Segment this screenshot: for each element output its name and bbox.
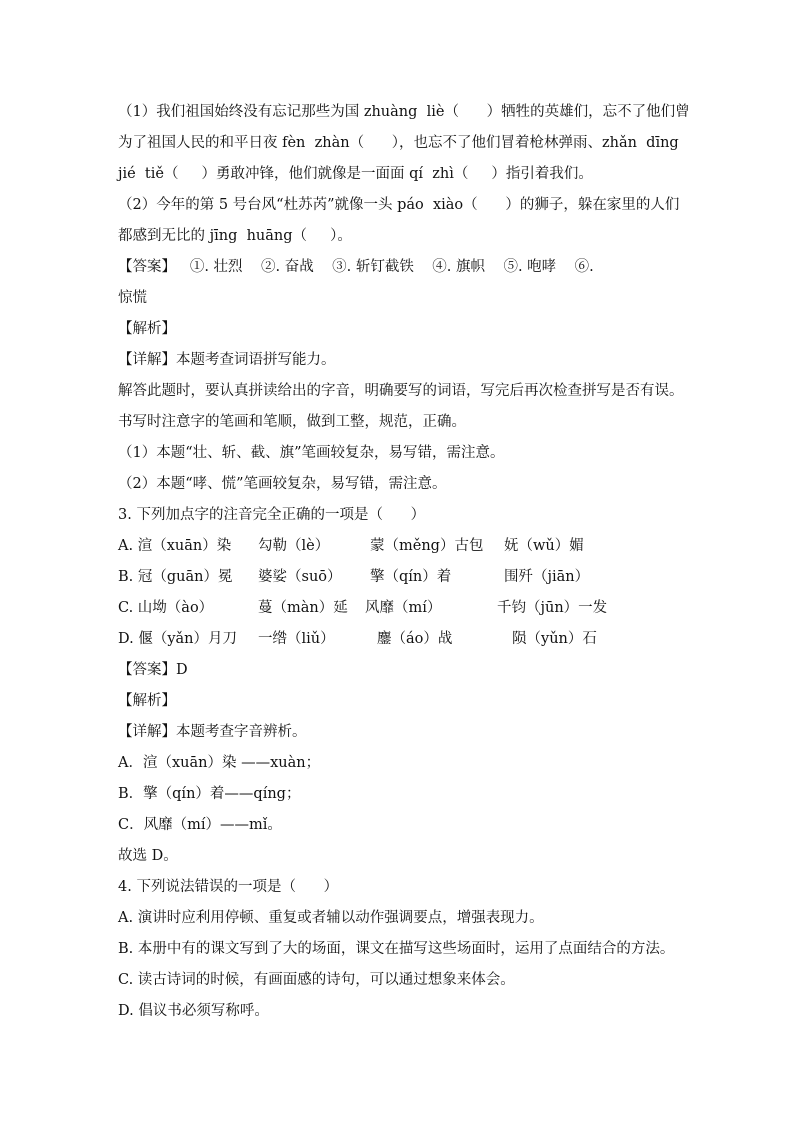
q3-option-a-item-1: A. 渲（xuān）染 bbox=[118, 538, 232, 554]
q3-option-c-item-2: 蔓（màn）延 bbox=[258, 600, 348, 616]
q3-option-b-item-1: B. 冠（guān）冕 bbox=[118, 569, 233, 585]
q3-option-d-item-3: 鏖（áo）战 bbox=[377, 631, 453, 647]
q2-line-4: （2）今年的第 5 号台风“杜苏芮”就像一头 páo xiào（ ）的狮子，躲在家里的人们 bbox=[118, 197, 680, 213]
q3-option-d-item-2: 一绺（liǔ） bbox=[258, 631, 335, 647]
q3-option-b-item-3: 擎（qín）着 bbox=[370, 569, 452, 585]
q3-option-a-item-3: 蒙（měng）古包 bbox=[370, 538, 484, 554]
q3-detail-3: B．擎（qín）着——qíng； bbox=[118, 786, 301, 802]
q4-stem: 4. 下列说法错误的一项是（ ） bbox=[118, 879, 339, 895]
q3-option-c-item-1: C. 山坳（ào） bbox=[118, 600, 214, 616]
q2-detail-1: 【详解】本题考查词语拼写能力。 bbox=[118, 352, 336, 368]
q2-analysis-heading: 【解析】 bbox=[118, 321, 176, 337]
q3-option-a-item-4: 妩（wǔ）媚 bbox=[504, 538, 584, 554]
q3-option-b-item-2: 婆娑（suō） bbox=[258, 569, 342, 585]
q2-detail-2: 解答此题时，要认真拼读给出的字音，明确要写的词语，写完后再次检查拼写是否有误。 bbox=[118, 383, 684, 399]
q2-line-3: jié tiě（ ）勇敢冲锋，他们就像是一面面 qí zhì（ ）指引着我们。 bbox=[118, 166, 593, 182]
q2-answer-line-2: 惊慌 bbox=[118, 290, 147, 306]
q3-detail-2: A．渲（xuān）染 ——xuàn； bbox=[118, 755, 321, 771]
q3-option-d-item-1: D. 偃（yǎn）月刀 bbox=[118, 631, 238, 647]
q3-conclusion: 故选 D。 bbox=[118, 848, 178, 864]
q2-detail-4: （1）本题“壮、斩、截、旗”笔画较复杂，易写错，需注意。 bbox=[118, 445, 505, 461]
q2-line-5: 都感到无比的 jīng huāng（ ）。 bbox=[118, 228, 352, 244]
q4-option-b: B. 本册中有的课文写到了大的场面，课文在描写这些场面时，运用了点面结合的方法。 bbox=[118, 941, 675, 957]
q3-stem: 3. 下列加点字的注音完全正确的一项是（ ） bbox=[118, 507, 426, 523]
q2-detail-5: （2）本题“哮、慌”笔画较复杂，易写错，需注意。 bbox=[118, 476, 447, 492]
q3-option-c-item-4: 千钧（jūn）一发 bbox=[497, 600, 608, 616]
q4-option-a: A. 演讲时应利用停顿、重复或者辅以动作强调要点，增强表现力。 bbox=[118, 910, 544, 926]
q3-option-a-item-2: 勾勒（lè） bbox=[258, 538, 330, 554]
q3-analysis-heading: 【解析】 bbox=[118, 693, 176, 709]
q2-line-1: （1）我们祖国始终没有忘记那些为国 zhuàng liè（ ）牺牲的英雄们，忘不了他们曾 bbox=[118, 104, 690, 120]
q2-answer-line-1: 【答案】 ①. 壮烈 ②. 奋战 ③. 斩钉截铁 ④. 旗帜 ⑤. 咆哮 ⑥. bbox=[118, 259, 594, 275]
q3-detail-4: C．风靡（mí）——mǐ。 bbox=[118, 817, 282, 833]
q4-option-d: D. 倡议书必须写称呼。 bbox=[118, 1003, 269, 1019]
q4-option-c: C. 读古诗词的时候，有画面感的诗句，可以通过想象来体会。 bbox=[118, 972, 515, 988]
q2-line-2: 为了祖国人民的和平日夜 fèn zhàn（ ），也忘不了他们冒着枪林弹雨、zhǎn dīng bbox=[118, 135, 679, 151]
q2-detail-3: 书写时注意字的笔画和笔顺，做到工整，规范，正确。 bbox=[118, 414, 466, 430]
q3-answer: 【答案】D bbox=[118, 662, 188, 678]
q3-detail-1: 【详解】本题考查字音辨析。 bbox=[118, 724, 307, 740]
q3-option-c-item-3: 风靡（mí） bbox=[365, 600, 442, 616]
q3-option-d-item-4: 陨（yǔn）石 bbox=[512, 631, 597, 647]
q3-option-b-item-4: 围歼（jiān） bbox=[504, 569, 590, 585]
